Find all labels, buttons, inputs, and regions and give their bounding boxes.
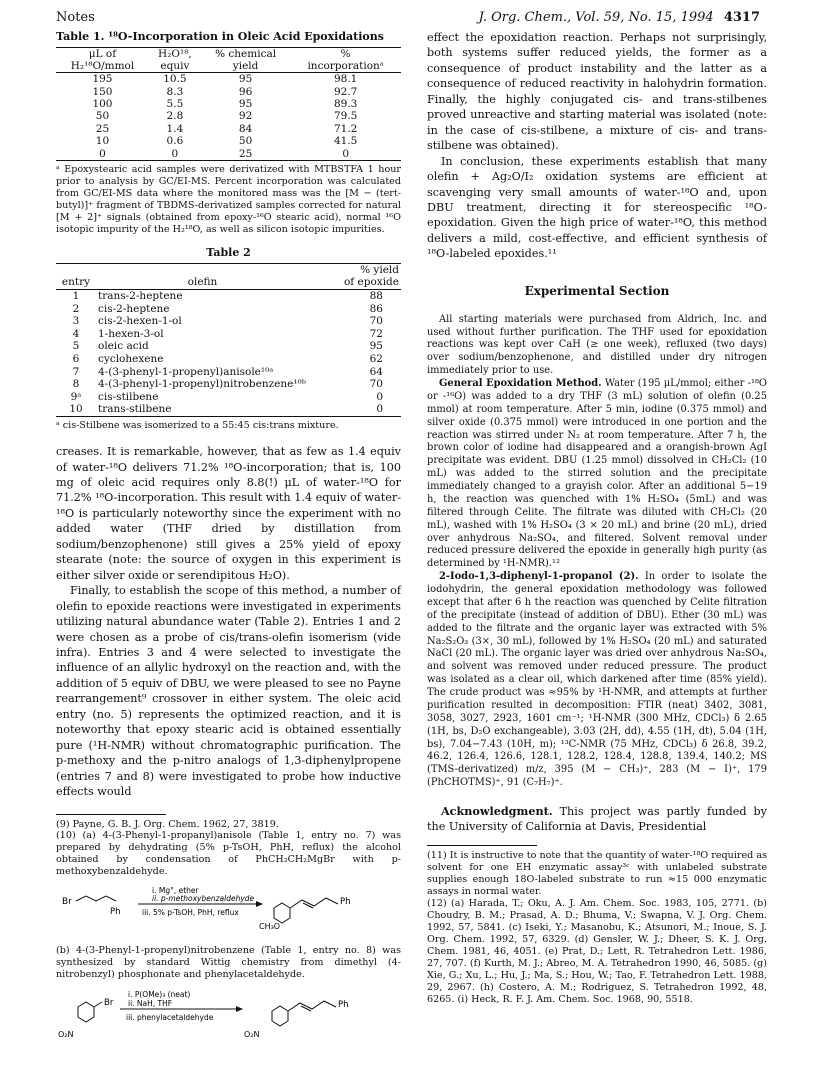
table-cell: 4-(3-phenyl-1-propenyl)anisole¹⁰ᵃ <box>98 365 274 378</box>
table-cell: 10 <box>95 135 110 148</box>
table-cell: 70 <box>369 378 383 391</box>
table2 <box>56 263 401 417</box>
scheme2-step3: iii. phenylacetaldehyde <box>126 1012 214 1022</box>
arrow-head <box>236 1006 243 1012</box>
table-cell: 10.5 <box>163 73 187 86</box>
table-cell: 0 <box>290 148 401 161</box>
table-cell: 5 <box>72 340 80 353</box>
acknowledgment-text: This project was partly funded by the University of California at Davis, Presidential <box>427 805 767 834</box>
table-cell: trans-stilbene <box>96 403 309 416</box>
table-cell: 100 <box>92 98 113 111</box>
double-bond <box>301 1006 311 1011</box>
table-row <box>56 148 401 161</box>
table1 <box>56 47 401 161</box>
table-cell: 0 <box>149 148 201 161</box>
table-row <box>56 328 401 341</box>
footnote-11: (11) It is instructive to note that the quantity of water-¹⁸O required as solvent for one EH enzymatic assay³ᶜ with unlabeled substrate supplies enough 18O-labeled substrate to run ≈15 000 enzymatic assays in normal water. <box>427 849 767 897</box>
table-row <box>56 403 401 416</box>
table-cell: 25 <box>201 148 290 161</box>
reaction-scheme-2 <box>56 985 386 1043</box>
table-cell: 88 <box>369 290 383 303</box>
table-cell: 10 <box>56 403 96 416</box>
table-row <box>56 86 401 98</box>
reaction-scheme-1 <box>56 882 386 934</box>
table2-header-entry: entry <box>56 263 96 289</box>
table2-title: Table 2 <box>206 246 251 260</box>
benzene-ring <box>274 903 290 923</box>
table-cell: 64 <box>369 365 383 378</box>
table-cell: 1.4 <box>166 122 184 135</box>
table-row <box>56 353 401 366</box>
table-cell: 5.5 <box>166 98 184 111</box>
benzene-ring <box>78 1002 94 1022</box>
propenyl-chain-bond <box>288 1001 336 1011</box>
table-row <box>56 73 401 86</box>
right-footnotes <box>427 845 767 1006</box>
footnote-12: (12) (a) Harada, T.; Oku, A. J. Am. Chem. Soc. 1983, 105, 2771. (b) Choudry, B. M.; Prasad, A. D.; Bhuma, V.; Swapna, V. J. Org. Chem. 1992, 57, 5841. (c) Iseki, Y.; Masanobu, K.; Atsunori, M.; Inoue, S. J. Org. Chem. 1992, 57, 6329. (d) Gensler, W. J.; Dheer, S. K. J. Org. Chem. 1981, 46, 4051. (e) Prat, D.; Lett, R. Tetrahedron Lett. 1986, 27, 707. (f) Kurth, M. J.; Abreo, M. A. Tetrahedron 1990, 46, 5085. (g) Xie, G.; Xu, L.; Hu, J.; Ma, S.; Hou, W.; Tao, F. Tetrahedron Lett. 1988, 29, 2967. (h) Costero, A. M.; Rodriguez, S. Tetrahedron 1992, 48, 6265. (i) Heck, R. F. J. Am. Chem. Soc. 1968, 90, 5518. <box>427 897 767 1005</box>
table1-header: yield <box>201 60 290 73</box>
table-cell: 2.8 <box>166 110 184 123</box>
table-cell: 4 <box>72 327 80 340</box>
table-cell: 0.6 <box>166 135 184 148</box>
table-cell: 7 <box>72 365 80 378</box>
table-cell: 89.3 <box>333 98 358 111</box>
acknowledgment <box>427 804 767 835</box>
table-cell: oleic acid <box>98 340 149 353</box>
running-head-citation <box>479 10 760 25</box>
right-column <box>427 30 767 1006</box>
double-bond <box>303 903 313 908</box>
table-row <box>56 378 401 391</box>
footnote-rule <box>56 814 166 815</box>
scheme1-step3: iii. 5% p-TsOH, PhH, reflux <box>142 908 239 918</box>
table-cell: 2 <box>72 302 80 315</box>
page-number: 4317 <box>723 10 760 25</box>
table-cell: 1 <box>72 290 80 303</box>
journal-citation: J. Org. Chem., Vol. 59, No. 15, 1994 <box>478 10 714 25</box>
table-cell: 195 <box>92 73 113 86</box>
table-cell: cis-stilbene <box>98 390 159 403</box>
experimental-paragraph <box>427 378 767 571</box>
scheme2-step2: ii. NaH, THF <box>128 998 173 1008</box>
table-cell: 95 <box>238 73 253 86</box>
table-cell: 4-(3-phenyl-1-propenyl)nitrobenzene¹⁰ᵇ <box>98 378 306 391</box>
table2-header-yield-line2: of epoxide <box>343 276 399 289</box>
table-cell: 150 <box>92 85 113 98</box>
table1-title: Table 1. ¹⁸O-Incorporation in Oleic Acid Epoxidations <box>56 30 384 43</box>
arrow-head <box>256 901 263 907</box>
scheme2-product-phenyl: Ph <box>338 999 349 1010</box>
table-cell: cis-2-heptene <box>98 302 170 315</box>
experimental-paragraph <box>427 571 767 790</box>
table-cell: trans-2-heptene <box>98 290 183 303</box>
table-cell: 9ᵃ <box>70 390 82 403</box>
left-footnotes <box>56 814 401 1054</box>
table-row <box>56 340 401 353</box>
table-cell: 70 <box>369 315 383 328</box>
scheme2-nitro-label: O₂N <box>58 1029 74 1039</box>
table-row <box>56 110 401 122</box>
table-cell: 8.3 <box>166 85 184 98</box>
table-row <box>56 290 401 303</box>
left-column <box>56 30 401 1053</box>
table-row <box>56 303 401 316</box>
table-row <box>56 135 401 147</box>
table-cell: 71.2 <box>333 122 358 135</box>
scheme1-product-phenyl: Ph <box>340 897 351 908</box>
scheme2-product-nitro-label: O₂N <box>244 1029 260 1039</box>
table-cell: 6 <box>72 353 80 366</box>
scheme2-bromide-label: Br <box>104 997 114 1008</box>
table-row <box>56 98 401 110</box>
table2-header-olefin: olefin <box>96 263 309 289</box>
scheme1-step1: i. Mg°, ether <box>152 886 199 896</box>
table-cell: cis-2-hexen-1-ol <box>98 315 182 328</box>
scheme2-step1: i. P(OMe)₃ (neat) <box>128 989 191 999</box>
experimental-paragraph: All starting materials were purchased from Aldrich, Inc. and used without further purification. The THF used for epoxidation reactions was kept over CaH (≥ one week), refluxed (two days) over sodium/benzophenone, and distilled under dry nitrogen immediately prior to use. <box>427 313 767 377</box>
table-cell: 41.5 <box>333 135 358 148</box>
table1-header: μL of <box>56 47 149 60</box>
table-cell: 84 <box>238 122 253 135</box>
benzene-ring <box>272 1006 288 1026</box>
body-paragraph: Finally, to establish the scope of this method, a number of olefin to epoxide reactions were investigated in experiments utilizing natural abundance water (Table 2). Entries 1 and 2 were chosen as a probe of cis/trans-olefin isomerism (vide infra). Entries 3 and 4 were selected to investigate the influence of an allylic hydroxyl on the reaction and, with the addition of 5 equiv of DBU, we were pleased to see no Payne rearrangement⁹ crossover in either system. The oleic acid entry (no. 5) represents the optimized reaction, and it is noteworthy that epoxy stearic acid is obtained essentially pure (¹H-NMR) without chromatographic purification. The p-methoxy and the p-nitro analogs of 1,3-diphenylpropene (entries 7 and 8) were investigated to probe how inductive effects would <box>56 584 401 799</box>
table-row <box>56 315 401 328</box>
alkyl-chain-bond <box>76 896 116 901</box>
table-cell: 92 <box>238 110 253 123</box>
footnote-rule <box>427 845 537 846</box>
table-cell: 86 <box>369 302 383 315</box>
paragraph-text: In order to isolate the iodohydrin, the general epoxidation methodology was followed except that after 6 h the reaction was quenched by Celite filtration of the precipitate (instead of addition of DBU). Ether (30 mL) was added to the filtrate and the organic layer was extracted with 5% Na₂S₂O₃ (3×, 30 mL), followed by 1% H₂SO₄ (20 mL) and saturated NaCl (20 mL). The organic layer was dried over anhydrous Na₂SO₄, and solvent was removed under reduced pressure. The product was isolated as a clear oil, which darkened after time (85% yield). The crude product was ≈95% by ¹H-NMR, and attempts at further purification resulted in decomposition: FTIR (neat) 3402, 3081, 3058, 3027, 2923, 1601 cm⁻¹; ¹H-NMR (300 MHz, CDCl₃) δ 2.65 (1H, bs, D₂O exchangeable), 3.03 (2H, dd), 4.55 (1H, dt), 5.04 (1H, bs), 7.04−7.43 (10H, m); ¹³C-NMR (75 MHz, CDCl₃) δ 26.8, 39.2, 46.2, 126.4, 126.6, 128.1, 128.2, 128.4, 128.8, 139.4, 140.2; MS (TMS-derivatized) m/z, 395 (M − CH₃)⁺, 283 (M − I)⁺, 179 (PhCHOTMS)⁺, 91 (C₇H₇)⁺. <box>427 571 767 789</box>
table-cell: 79.5 <box>333 110 358 123</box>
paragraph-text: Water (195 μL/mmol; either -¹⁸O or -¹⁶O) was added to a dry THF (3 mL) solution of olefin (0.25 mmol) at room temperature. After 5 min, iodine (0.375 mmol) and silver oxide (0.375 mmol) were introduced in one portion and the reaction was stirred under N₂ at room temperature. After 7 h, the brown color of iodine had disappeared and a orangish-brown AgI precipitate was evident. DBU (1.25 mmol) dissolved in CH₂Cl₂ (10 mL) was added to the stirred solution and the precipitate immediately changed to a grayish color. After an additional 5−19 h, the reaction was quenched with 1% H₂SO₄ (5mL) and was filtered through Celite. The filtrate was diluted with CH₂Cl₂ (20 mL), washed with 1% H₂SO₄ (3 × 20 mL) and brine (20 mL), dried over anhydrous Na₂SO₄, and filtered. Solvent removal under reduced pressure delivered the epoxide in generally high purity (as determined by ¹H-NMR).¹² <box>427 378 767 570</box>
footnote-9: (9) Payne, G. B. J. Org. Chem. 1962, 27, 3819. <box>56 818 279 830</box>
paragraph-heading: 2-Iodo-1,3-diphenyl-1-propanol (2). <box>439 571 639 583</box>
running-head-section: Notes <box>56 10 95 25</box>
table-cell: 0 <box>376 390 383 403</box>
benzyl-bond <box>94 1002 102 1007</box>
table-cell: 0 <box>56 148 149 161</box>
table2-header-yield <box>309 263 401 289</box>
table-row <box>56 366 401 379</box>
table-cell: 8 <box>72 378 80 391</box>
table-cell: 92.7 <box>333 85 358 98</box>
table1-header: H₂O¹⁸, <box>149 47 201 60</box>
table-cell: cyclohexene <box>98 353 164 366</box>
table-row <box>56 391 401 404</box>
footnote-10a: (10) (a) 4-(3-Phenyl-1-propanyl)anisole (Table 1, entry no. 7) was prepared by dehydrating (5% p-TsOH, PhH, reflux) the alcohol obtained by condensation of PhCH₂CH₂MgBr with p-methoxybenzaldehyde. <box>56 830 401 878</box>
table-cell: 3 <box>72 315 80 328</box>
table-cell: 95 <box>238 98 253 111</box>
table-cell: 25 <box>95 122 110 135</box>
table-cell: 1-hexen-3-ol <box>98 327 164 340</box>
scheme1-methoxy-label: CH₃O <box>259 922 281 932</box>
table-cell: 0 <box>309 403 401 416</box>
body-paragraph: creases. It is remarkable, however, that as few as 1.4 equiv of water-¹⁸O delivers 71.2% ¹⁸O-incorporation; that is, 100 mg of oleic acid requires only 8.8(!) μL of water-¹⁸O for 71.2% ¹⁸O-incorporation. This result with 1.4 equiv of water-¹⁸O is particularly noteworthy since the experiment with no added water (THF dried by distillation from sodium/benzophenone) still gives a 25% yield of epoxy stearate (note: the source of oxygen in this experiment is either silver oxide or serendipitous H₂O). <box>56 445 401 582</box>
table1-footnote: ᵃ Epoxystearic acid samples were derivatized with MTBSTFA 1 hour prior to analysis by GC/EI-MS. Percent incorporation was calculated from GC/EI-MS data where the monitored mass was the [M − (tert-butyl)]⁺ fragment of TBDMS-derivatized samples corrected for natural [M + 2]⁺ signals (obtained from epoxy-¹⁶O stearic acid), normal ¹⁶O isotopic impurity of the H₂¹⁸O, as well as silicon isotopic impurities. <box>56 163 401 236</box>
table-cell: 98.1 <box>333 73 358 86</box>
experimental-section-title: Experimental Section <box>524 283 670 298</box>
table2-header-yield-line1: % yield <box>360 263 399 276</box>
table-row <box>56 123 401 135</box>
acknowledgment-title: Acknowledgment. <box>441 804 553 818</box>
scheme1-phenyl-label: Ph <box>110 907 121 918</box>
table2-footnote: ᵃ cis-Stilbene was isomerized to a 55:45 cis:trans mixture. <box>56 420 339 431</box>
body-paragraph: In conclusion, these experiments establish that many olefin + Ag₂O/I₂ oxidation systems are efficient at scavenging very small amounts of water-¹⁸O and, upon DBU treatment, directing it for stereospecific ¹⁸O-epoxidation. Given the high price of water-¹⁸O, this method delivers a mild, cost-effective, and efficient synthesis of ¹⁸O-labeled epoxides.¹¹ <box>427 154 767 261</box>
table-cell: 95 <box>369 340 383 353</box>
table1-header: % <box>290 47 401 60</box>
table1-header: incorporationᵃ <box>290 60 401 73</box>
table-cell: 96 <box>238 85 253 98</box>
scheme1-bromide-label: Br <box>62 897 72 908</box>
table-cell: 50 <box>238 135 253 148</box>
table1-header: H₂¹⁸O/mmol <box>56 60 149 73</box>
body-paragraph: effect the epoxidation reaction. Perhaps not surprisingly, both systems suffer reduced yields, the former as a consequence of product instability and the latter as a consequence of reduced reactivity in halohydrin formation. Finally, the highly conjugated cis- and trans-stilbenes proved unreactive and starting material was isolated (note: in the case of cis-stilbene, a mixture of cis- and trans-stilbene was obtained). <box>427 31 767 153</box>
table-cell: 62 <box>369 353 383 366</box>
table-cell: 50 <box>95 110 110 123</box>
table-cell: 72 <box>369 327 383 340</box>
scheme1-step2: ii. p-methoxybenzaldehyde <box>152 894 255 904</box>
table1-header: % chemical <box>201 47 290 60</box>
table1-header: equiv <box>149 60 201 73</box>
paragraph-heading: General Epoxidation Method. <box>439 378 602 389</box>
propenyl-chain-bond <box>290 898 338 908</box>
footnote-10b: (b) 4-(3-Phenyl-1-propenyl)nitrobenzene (Table 1, entry no. 8) was synthesized by standard Wittig chemistry from dimethyl (4-nitrobenzyl) phosphonate and phenylacetaldehyde. <box>56 944 401 980</box>
